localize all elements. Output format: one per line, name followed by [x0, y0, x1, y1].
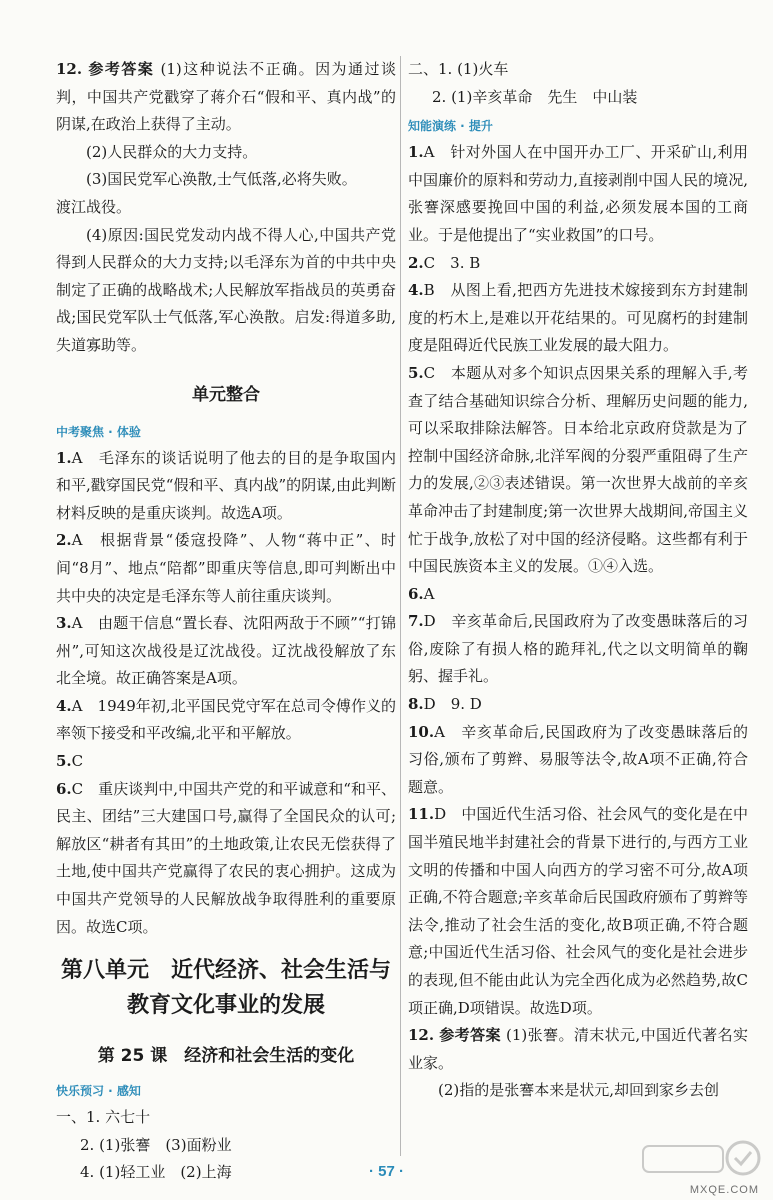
page-number: · 57 · — [368, 1163, 404, 1180]
right-column — [408, 56, 748, 1105]
answer-number: 8. — [408, 695, 424, 714]
answer-label: 参考答案 — [439, 1026, 501, 1045]
answer-number: 10. — [408, 722, 435, 741]
answer-item — [408, 581, 748, 609]
answer-item — [56, 748, 396, 776]
question-number: 12. — [56, 60, 83, 78]
answer-text: C 重庆谈判中,中国共产党的和平诚意和“和平、民主、团结”三大建国口号,赢得了全国民众的认可;解放区“耕者有其田”的土地政策,让农民无偿获得了土地,使中国共产党赢得了农民的衷心拥护。这成为中国共产党领导的人民解放战争取得胜利的重要原因。故选C项。 — [56, 779, 396, 936]
answer-text: C 3. B — [423, 253, 481, 272]
answer-12-part1 — [408, 1022, 748, 1077]
answer-text: C 本题从对多个知识点因果关系的理解入手,考查了结合基础知识综合分析、理解历史问题的能力,可以采取排除法解答。日本给北京政府贷款是为了控制中国经济命脉,北洋军阀的分裂严重阻碍了生产力的发展,②③表述错误。第一次世界大战前的辛亥革命冲击了封建制度;第一次世界大战期间,帝国主义忙于战争,放松了对中国的经济侵略。这些都有利于中国民族资本主义的发展。①④入选。 — [408, 363, 748, 576]
answer-text: A 1949年初,北平国民党守军在总司令傅作义的率领下接受和平改编,北平和平解放。 — [56, 696, 396, 743]
answer-number: 1. — [56, 448, 72, 467]
unit-8-title-line1: 第八单元 近代经济、社会生活与 — [60, 958, 391, 984]
answer-number: 6. — [56, 779, 72, 798]
answer-text: D 中国近代生活习俗、社会风气的变化是在中国半殖民地半封建社会的背景下进行的,与西方工业文明的传播和中国人向西方的学习密不可分,故A项正确,不符合题意;辛亥革命后民国政府颁布了剪辫等法令,推动了社会生活的变化,故B项正确,不符合题意;中国近代生活习俗、社会风气的变化是社会进步的表现,但不能由此认为完全西化成为必然趋势,故C项正确,D项错误。故选D项。 — [408, 805, 748, 1017]
answer-number: 4. — [56, 696, 72, 715]
answer-number: 6. — [408, 584, 424, 603]
answer-12-part2: (2)人民群众的大力支持。 — [86, 142, 258, 161]
question-number: 12. — [408, 1026, 435, 1045]
section-label-practice: 知能演练 · 提升 — [408, 119, 493, 134]
unit-heading: 单元整合 — [192, 384, 260, 405]
answer-item — [56, 445, 396, 528]
answer-12-part3: (3)国民党军心涣散,士气低落,必将失败。 — [86, 170, 357, 189]
answer-12-part2: (2)指的是张謇本来是状元,却回到家乡去创 — [438, 1081, 720, 1100]
preview-line: 一、1. 六七十 — [56, 1108, 151, 1127]
answer-number: 7. — [408, 612, 424, 631]
section-label-preview: 快乐预习 · 感知 — [56, 1084, 141, 1099]
answer-item — [56, 527, 396, 610]
answer-number: 5. — [56, 752, 72, 771]
answer-text: A 针对外国人在中国开办工厂、开采矿山,利用中国廉价的原料和劳动力,直接剥削中国人民的境况,张謇深感要挽回中国的利益,必须发展本国的工商业。于是他提出了“实业救国”的口号。 — [408, 143, 748, 244]
answer-text: B 从图上看,把西方先进技术嫁接到东方封建制度的朽木上,是难以开花结果的。可见腐朽的封建制度是阻碍近代民族工业发展的最大阻力。 — [408, 281, 748, 355]
preview-line: 2. (1)辛亥革命 先生 中山装 — [432, 87, 638, 106]
answer-text: A 根据背景“倭寇投降”、人物“蒋中正”、时间“8月”、地点“陪都”即重庆等信息,即可判断出中共中央的决定是毛泽东等人前往重庆谈判。 — [56, 531, 396, 605]
answer-text: C — [71, 752, 84, 771]
answer-12-part4: (4)原因:国民党发动内战不得人心,中国共产党得到人民群众的大力支持;以毛泽东为首的中共中央制定了正确的战略战术;人民解放军指战员的英勇奋战;国民党军队士气低落,军心涣散。启发:得道多助,失道寡助等。 — [56, 225, 396, 354]
preview-line: 二、1. (1)火车 — [408, 60, 509, 78]
answer-text: (1)这种说法不正确。因为通过谈判，中国共产党戳穿了蒋介石“假和平、真内战”的阴谋,在政治上获得了主动。 — [56, 60, 396, 134]
answer-item — [408, 139, 748, 249]
answer-text: A — [423, 584, 435, 603]
answer-label: 参考答案 — [88, 60, 155, 78]
answer-text: D 9. D — [423, 695, 482, 714]
answer-item — [56, 610, 396, 693]
answer-item — [408, 608, 748, 691]
column-divider — [400, 56, 401, 1156]
section-label-exam-focus: 中考聚焦 · 体验 — [56, 424, 141, 439]
answer-item — [408, 250, 748, 278]
answer-number: 2. — [56, 531, 72, 550]
answer-number: 4. — [408, 281, 424, 300]
answer-number: 1. — [408, 143, 424, 162]
answer-text: D 辛亥革命后,民国政府为了改变愚昧落后的习俗,废除了有损人格的跪拜礼,代之以文明简单的鞠躬、握手礼。 — [408, 612, 748, 686]
answer-12-part1 — [56, 56, 396, 139]
answer-item — [56, 693, 396, 748]
unit-8-title-line2: 教育文化事业的发展 — [126, 993, 325, 1019]
watermark-text: MXQE.COM — [689, 1184, 759, 1196]
answer-number: 11. — [408, 805, 435, 824]
preview-line: 4. (1)轻工业 (2)上海 — [80, 1163, 232, 1182]
answer-12-part3b: 渡江战役。 — [56, 197, 132, 216]
answer-item — [408, 719, 748, 802]
answer-text: (1)张謇。清末状元,中国近代著名实业家。 — [408, 1026, 748, 1072]
answer-item — [408, 360, 748, 581]
answer-number: 3. — [56, 614, 72, 633]
answer-text: A 由题干信息“置长春、沈阳两敌于不顾”“打锦州”,可知这次战役是辽沈战役。辽沈战役解放了东北全境。故正确答案是A项。 — [56, 614, 396, 688]
left-column — [56, 56, 396, 1187]
answer-number: 5. — [408, 363, 424, 382]
answer-item — [408, 691, 748, 719]
preview-line: 2. (1)张謇 (3)面粉业 — [80, 1135, 232, 1154]
answer-text: A 辛亥革命后,民国政府为了改变愚昧落后的习俗,颁布了剪辫、易服等法令,故A项不正确,符合题意。 — [408, 722, 748, 796]
answer-number: 2. — [408, 253, 424, 272]
lesson-title: 第 25 课 经济和社会生活的变化 — [97, 1046, 355, 1067]
answer-item — [408, 801, 748, 1022]
answer-item — [56, 776, 396, 942]
answer-item — [408, 277, 748, 360]
answer-text: A 毛泽东的谈话说明了他去的目的是争取国内和平,戳穿国民党“假和平、真内战”的阴谋,由此判断材料反映的是重庆谈判。故选A项。 — [56, 448, 396, 522]
